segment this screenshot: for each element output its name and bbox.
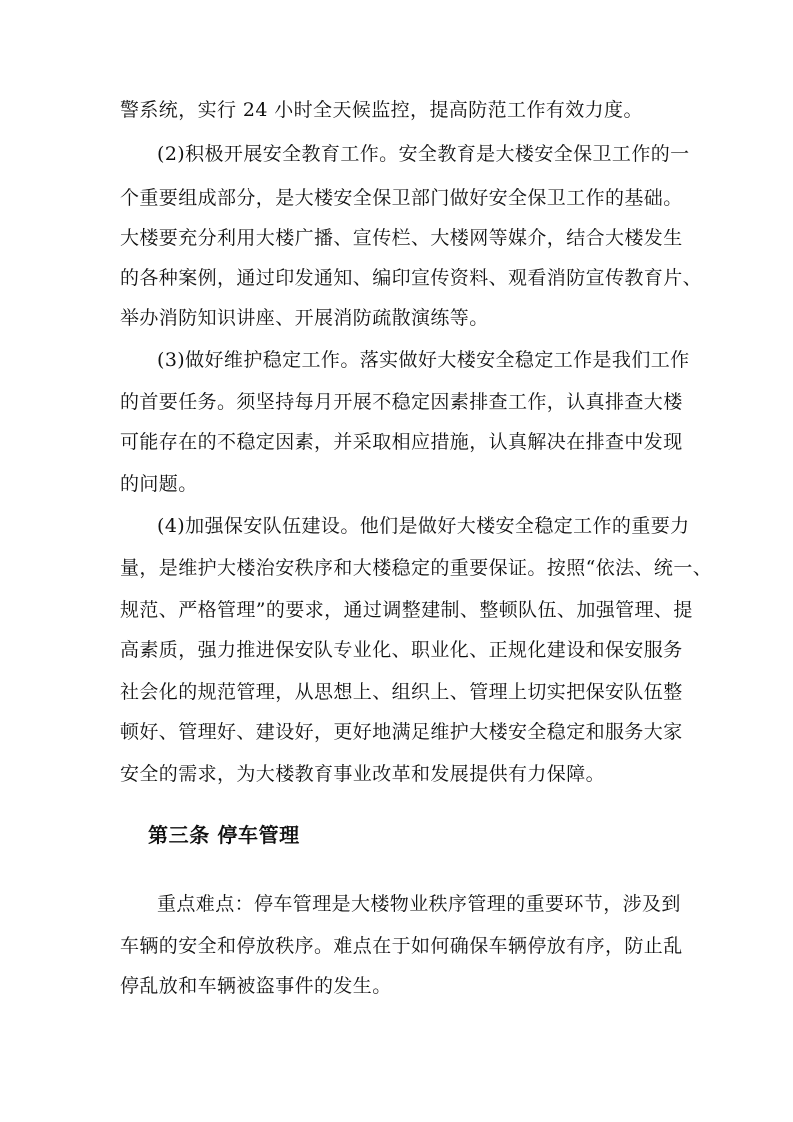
paragraph-line: 安全的需求，为大楼教育事业改革和发展提供有力保障。 (120, 763, 606, 785)
key-points-line: 车辆的安全和停放秩序。难点在于如何确保车辆停放有序，防止乱 (120, 935, 683, 957)
paragraph-line: 大楼要充分利用大楼广播、宣传栏、大楼网等媒介，结合大楼发生 (120, 227, 683, 249)
paragraph-line: 规范、严格管理”的要求，通过调整建制、整顿队伍、加强管理、提 (120, 599, 693, 621)
key-points-line: 重点难点：停车管理是大楼物业秩序管理的重要环节，涉及到 (157, 893, 681, 915)
section-heading: 第三条 停车管理 (148, 823, 300, 847)
paragraph-line: 个重要组成部分，是大楼安全保卫部门做好安全保卫工作的基础。 (120, 187, 683, 209)
paragraph-line: 顿好、管理好、建设好，更好地满足维护大楼安全稳定和服务大家 (120, 721, 683, 743)
paragraph-line: 的问题。 (120, 473, 198, 495)
paragraph-line: 举办消防知识讲座、开展消防疏散演练等。 (120, 307, 489, 329)
paragraph-line: 量，是维护大楼治安秩序和大楼稳定的重要保证。按照“依法、统一、 (120, 557, 713, 579)
paragraph-line: (4)加强保安队伍建设。他们是做好大楼安全稳定工作的重要力 (157, 515, 690, 537)
paragraph-line: 的各种案例，通过印发通知、编印宣传资料、观看消防宣传教育片、 (120, 267, 703, 289)
paragraph-line: (3)做好维护稳定工作。落实做好大楼安全稳定工作是我们工作 (157, 349, 690, 371)
paragraph-line: 警系统，实行 24 小时全天候监控，提高防范工作有效力度。 (120, 99, 643, 121)
paragraph-line: 可能存在的不稳定因素，并采取相应措施，认真解决在排查中发现 (120, 431, 683, 453)
paragraph-line: 社会化的规范管理，从思想上、组织上、管理上切实把保安队伍整 (120, 681, 683, 703)
paragraph-line: (2)积极开展安全教育工作。安全教育是大楼安全保卫工作的一 (157, 143, 690, 165)
paragraph-line: 高素质，强力推进保安队专业化、职业化、正规化建设和保安服务 (120, 639, 683, 661)
key-points-line: 停乱放和车辆被盗事件的发生。 (120, 975, 392, 997)
paragraph-line: 的首要任务。须坚持每月开展不稳定因素排查工作，认真排查大楼 (120, 391, 683, 413)
